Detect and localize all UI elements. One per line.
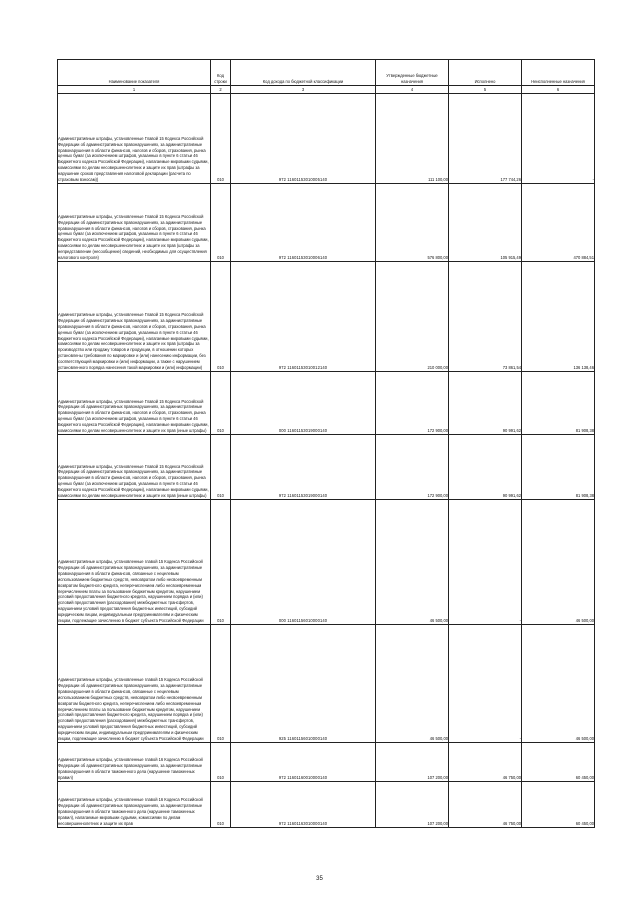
row-code: 010 [211, 94, 231, 184]
row-unexecuted: 46 500,00 [522, 625, 595, 743]
row-kbk: 972 11601153010005140 [231, 94, 376, 184]
row-kbk: 000 11601156010000140 [231, 500, 376, 625]
row-kbk: 972 11601163010000140 [231, 782, 376, 828]
row-name: Административные штрафы, установленные Главой 15 Кодекса Российской Федерации об административных правонарушениях, за административные правонарушения в области финансов, налогов и сборов, страхования, рынка ценных бумаг (за исключением штрафов, указанных в пункте 6 статьи 46 Бюджетного кодекса Российской Федерации), налагаемые мировыми судьями, комиссиями по делам несовершеннолетних и защите их прав (штрафы за непредставление (несообщение) сведений, необходимых для осуществления налогового контроля) [58, 184, 211, 262]
row-approved: 210 000,00 [376, 262, 449, 372]
header-executed: Исполнено [449, 60, 522, 86]
row-kbk: 000 11601153019000140 [231, 372, 376, 435]
column-number: 1 [58, 86, 211, 94]
row-approved: 576 800,00 [376, 184, 449, 262]
row-approved: 46 500,00 [376, 500, 449, 625]
table-row [58, 372, 595, 435]
header-unexecuted: Неисполненные назначения [522, 60, 595, 86]
row-unexecuted: 81 908,38 [522, 372, 595, 435]
table-header-row [58, 60, 595, 86]
row-executed: - [449, 625, 522, 743]
row-name: Административные штрафы, установленные главой 16 Кодекса Российской Федерации об административных правонарушениях, за административные правонарушения в области таможенного дела (нарушение таможенных правил), налагаемые мировыми судьями, комиссиями по делам несовершеннолетних и защите их прав [58, 782, 211, 828]
header-code: Код строки [211, 60, 231, 86]
column-number: 6 [522, 86, 595, 94]
row-name: Административные штрафы, установленные Главой 15 Кодекса Российской Федерации об административных правонарушениях, за административные правонарушения в области финансов, налогов и сборов, страхования, рынка ценных бумаг (за исключением штрафов, указанных в пункте 6 статьи 46 Бюджетного кодекса Российской Федерации), налагаемые мировыми судьями, комиссиями по делам несовершеннолетних и защите их прав (штрафы за нарушение сроков представления налоговой декларации (расчета по страховым взносам)) [58, 94, 211, 184]
row-approved: 172 900,00 [376, 372, 449, 435]
row-code: 010 [211, 262, 231, 372]
row-kbk: 925 11601156010000140 [231, 625, 376, 743]
column-number: 2 [211, 86, 231, 94]
header-approved: Утвержденные бюджетные назначения [376, 60, 449, 86]
table-row [58, 743, 595, 782]
row-code: 010 [211, 184, 231, 262]
table-row [58, 625, 595, 743]
row-unexecuted: 81 908,38 [522, 435, 595, 500]
column-number: 5 [449, 86, 522, 94]
row-name: Административные штрафы, установленные Главой 15 Кодекса Российской Федерации об административных правонарушениях, за административные правонарушения в области финансов, налогов и сборов, страхования, рынка ценных бумаг (за исключением штрафов, указанных в пункте 6 статьи 46 Бюджетного кодекса Российской Федерации), налагаемые мировыми судьями, комиссиями по делам несовершеннолетних и защите их прав (иные штрафы) [58, 435, 211, 500]
header-name: Наименование показателя [58, 60, 211, 86]
row-executed: - [449, 500, 522, 625]
table-row [58, 500, 595, 625]
row-approved: 172 900,00 [376, 435, 449, 500]
row-code: 010 [211, 500, 231, 625]
row-name: Административные штрафы, установленные главой 15 Кодекса Российской Федерации об административных правонарушениях, за административные правонарушения в области финансов, связанные с нецелевым использованием бюджетных средств, невозвратом либо несвоевременным возвратом бюджетного кредита, неперечислением либо несвоевременным перечислением платы за пользование бюджетным кредитом, нарушением условий предоставления бюджетного кредита, нарушением порядка и (или) условий предоставления (расходования) межбюджетных трансфертов, нарушением условий предоставления бюджетных инвестиций, субсидий юридическим лицам, индивидуальным предпринимателям и физическим лицам, подлежащие зачислению в бюджет субъекта Российской Федерации [58, 625, 211, 743]
row-executed: 46 750,00 [449, 782, 522, 828]
budget-execution-table [57, 59, 595, 828]
row-executed: 46 750,00 [449, 743, 522, 782]
column-number-row [58, 86, 595, 94]
table-row [58, 782, 595, 828]
header-kbk: Код дохода по бюджетной классификации [231, 60, 376, 86]
table-row [58, 94, 595, 184]
row-code: 010 [211, 372, 231, 435]
row-executed: 73 861,54 [449, 262, 522, 372]
row-name: Административные штрафы, установленные Главой 15 Кодекса Российской Федерации об административных правонарушениях, за административные правонарушения в области финансов, налогов и сборов, страхования, рынка ценных бумаг (за исключением штрафов, указанных в пункте 6 статьи 46 Бюджетного кодекса Российской Федерации), налагаемые мировыми судьями, комиссиями по делам несовершеннолетних и защите их прав (штрафы за производство или продажу товаров и продукции, в отношении которых установлены требования по маркировке и (или) нанесению информации, без соответствующей маркировки и (или) информации, а также с нарушением установленного порядка нанесения такой маркировки и (или) информации) [58, 262, 211, 372]
table-row [58, 184, 595, 262]
row-unexecuted: - [522, 94, 595, 184]
row-unexecuted: 60 450,00 [522, 782, 595, 828]
page-number: 35 [316, 876, 323, 882]
row-unexecuted: 470 884,51 [522, 184, 595, 262]
row-unexecuted: 136 138,46 [522, 262, 595, 372]
row-unexecuted: 60 450,00 [522, 743, 595, 782]
row-approved: 107 200,00 [376, 743, 449, 782]
table-row [58, 435, 595, 500]
row-code: 010 [211, 743, 231, 782]
row-name: Административные штрафы, установленные Главой 15 Кодекса Российской Федерации об административных правонарушениях, за административные правонарушения в области финансов, налогов и сборов, страхования, рынка ценных бумаг (за исключением штрафов, указанных в пункте 6 статьи 46 Бюджетного кодекса Российской Федерации), налагаемые мировыми судьями, комиссиями по делам несовершеннолетних и защите их прав (иные штрафы) [58, 372, 211, 435]
row-kbk: 972 11601153010006140 [231, 184, 376, 262]
row-kbk: 972 11601153010012140 [231, 262, 376, 372]
row-executed: 105 915,49 [449, 184, 522, 262]
table-row [58, 262, 595, 372]
column-number: 4 [376, 86, 449, 94]
row-name: Административные штрафы, установленные главой 16 Кодекса Российской Федерации об административных правонарушениях, за административные правонарушения в области таможенного дела (нарушение таможенных правил) [58, 743, 211, 782]
column-number: 3 [231, 86, 376, 94]
row-name: Административные штрафы, установленные главой 15 Кодекса Российской Федерации об административных правонарушениях, за административные правонарушения в области финансов, связанные с нецелевым использованием бюджетных средств, невозвратом либо несвоевременным возвратом бюджетного кредита, неперечислением либо несвоевременным перечислением платы за пользование бюджетным кредитом, нарушением условий предоставления бюджетного кредита, нарушением порядка и (или) условий предоставления (расходования) межбюджетных трансфертов, нарушением условий предоставления бюджетных инвестиций, субсидий юридическим лицам, индивидуальным предпринимателям и физическим лицам, подлежащие зачислению в бюджет субъекта Российской Федерации [58, 500, 211, 625]
row-kbk: 972 11601153019000140 [231, 435, 376, 500]
row-approved: 111 100,00 [376, 94, 449, 184]
row-approved: 107 200,00 [376, 782, 449, 828]
row-unexecuted: 46 500,00 [522, 500, 595, 625]
row-executed: 177 744,26 [449, 94, 522, 184]
row-code: 010 [211, 625, 231, 743]
row-code: 010 [211, 435, 231, 500]
row-code: 010 [211, 782, 231, 828]
row-kbk: 972 11601160010000140 [231, 743, 376, 782]
row-approved: 46 500,00 [376, 625, 449, 743]
row-executed: 90 991,62 [449, 372, 522, 435]
row-executed: 90 991,62 [449, 435, 522, 500]
